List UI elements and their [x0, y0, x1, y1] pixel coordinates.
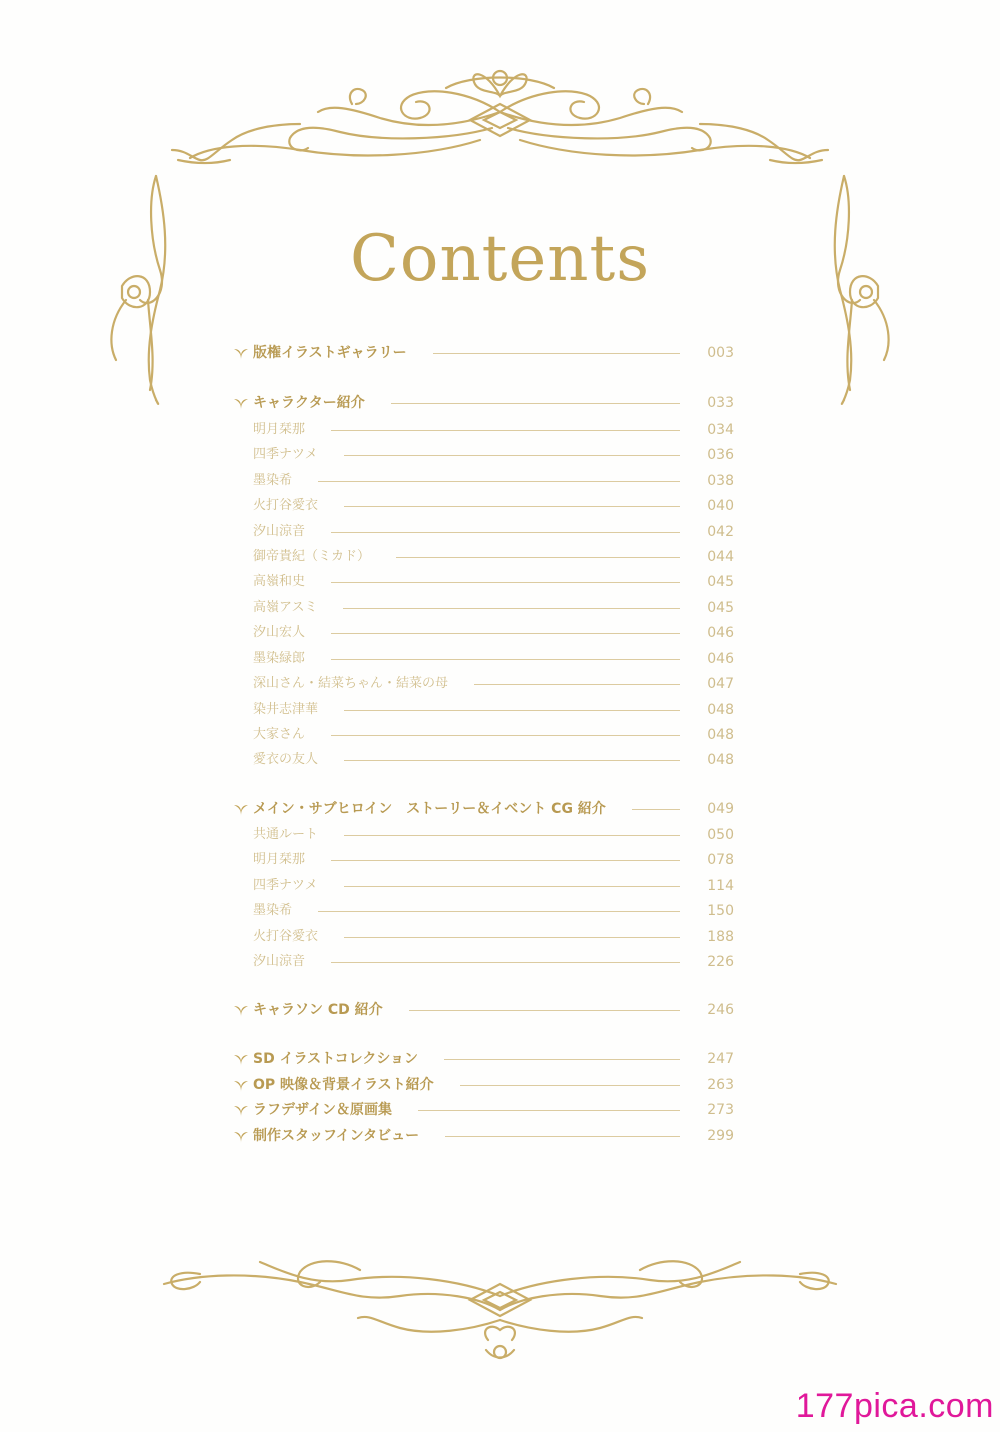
toc-page-number: 263	[707, 1077, 734, 1093]
leader-line	[331, 962, 680, 963]
leader-line	[331, 659, 680, 660]
toc-label: 御帝貴紀（ミカド）	[253, 549, 371, 564]
toc-label: 火打谷愛衣	[253, 929, 319, 944]
toc-label: 版権イラストギャラリー	[253, 345, 407, 361]
toc-item	[253, 952, 734, 972]
leader-line	[632, 809, 680, 810]
toc-label: 共通ルート	[253, 827, 319, 842]
leader-line	[418, 1110, 680, 1111]
toc-page-number: 033	[707, 395, 734, 411]
toc-page-number: 045	[707, 600, 734, 616]
toc-page-number: 034	[707, 422, 734, 438]
toc-page-number: 188	[707, 929, 734, 945]
toc-label: 汐山涼音	[253, 524, 306, 539]
toc-item	[253, 547, 734, 567]
toc-item	[253, 674, 734, 694]
toc-label: 高嶺アスミ	[253, 600, 318, 615]
toc-page-number: 299	[707, 1128, 734, 1144]
leaf-sprout-icon	[232, 1078, 250, 1092]
toc-page-number: 048	[707, 702, 734, 718]
toc-page-number: 226	[707, 954, 734, 970]
leader-line	[344, 506, 680, 507]
leader-line	[344, 710, 680, 711]
toc-label: 墨染希	[253, 903, 293, 918]
toc-label: 火打谷愛衣	[253, 498, 319, 513]
leader-line	[445, 1136, 680, 1137]
toc-item	[253, 522, 734, 542]
toc-item	[253, 750, 734, 770]
toc-label: キャラクター紹介	[253, 395, 365, 411]
leader-line	[331, 532, 680, 533]
toc-page-number: 046	[707, 651, 734, 667]
toc-section	[232, 799, 734, 819]
toc-label: 明月栞那	[253, 852, 306, 867]
toc-label: OP 映像＆背景イラスト紹介	[253, 1077, 434, 1093]
leaf-sprout-icon	[232, 346, 250, 360]
leader-line	[331, 582, 680, 583]
toc-page-number: 078	[707, 852, 734, 868]
toc-section	[232, 1075, 734, 1095]
toc-label: 愛衣の友人	[253, 752, 319, 767]
toc-label: 明月栞那	[253, 422, 306, 437]
toc-page-number: 038	[707, 473, 734, 489]
toc-item	[253, 496, 734, 516]
toc-label: 汐山宏人	[253, 625, 306, 640]
toc-section	[232, 393, 734, 413]
toc-label: 制作スタッフインタビュー	[253, 1128, 420, 1144]
toc-page-number: 048	[707, 727, 734, 743]
leader-line	[433, 353, 680, 354]
toc-label: SD イラストコレクション	[253, 1051, 419, 1067]
toc-page-number: 273	[707, 1102, 734, 1118]
leader-line	[409, 1010, 680, 1011]
leader-line	[444, 1059, 680, 1060]
leader-line	[460, 1085, 680, 1086]
toc-label: 大家さん	[253, 727, 306, 742]
leader-line	[344, 455, 680, 456]
toc-page-number: 048	[707, 752, 734, 768]
toc-page-number: 114	[707, 878, 734, 894]
toc-page-number: 042	[707, 524, 734, 540]
toc-item	[253, 445, 734, 465]
toc-section	[232, 1100, 734, 1120]
toc-item	[253, 471, 734, 491]
leaf-sprout-icon	[232, 1003, 250, 1017]
leaf-sprout-icon	[232, 1129, 250, 1143]
page-title: Contents	[349, 222, 651, 296]
toc-page-number: 246	[707, 1002, 734, 1018]
leader-line	[331, 860, 680, 861]
toc-page-number: 150	[707, 903, 734, 919]
toc-item	[253, 927, 734, 947]
leaf-sprout-icon	[232, 1052, 250, 1066]
toc-label: メイン・サブヒロイン ストーリー＆イベント CG 紹介	[253, 801, 606, 817]
toc-item	[253, 876, 734, 896]
toc-item	[253, 825, 734, 845]
toc-label: 墨染希	[253, 473, 293, 488]
toc-label: 四季ナツメ	[253, 447, 318, 462]
toc-label: 高嶺和史	[253, 574, 306, 589]
toc-item	[253, 649, 734, 669]
toc-section	[232, 343, 734, 363]
leader-line	[344, 937, 680, 938]
toc-label: 四季ナツメ	[253, 878, 318, 893]
toc-page-number: 049	[707, 801, 734, 817]
toc-label: 墨染緑郎	[253, 651, 306, 666]
leader-line	[343, 608, 680, 609]
toc-section	[232, 1126, 734, 1146]
leader-line	[331, 735, 680, 736]
toc-page-number: 047	[707, 676, 734, 692]
toc-page-number: 045	[707, 574, 734, 590]
toc-item	[253, 901, 734, 921]
toc-label: 深山さん・結菜ちゃん・結菜の母	[253, 676, 449, 691]
toc-section	[232, 1000, 734, 1020]
toc-page-number: 050	[707, 827, 734, 843]
toc-page-number: 003	[707, 345, 734, 361]
watermark: 177pica.com	[795, 1387, 994, 1425]
leaf-sprout-icon	[232, 1103, 250, 1117]
leader-line	[391, 403, 680, 404]
toc-page-number: 247	[707, 1051, 734, 1067]
leader-line	[331, 430, 680, 431]
toc-item	[253, 598, 734, 618]
leader-line	[344, 835, 680, 836]
leader-line	[474, 684, 680, 685]
toc-item	[253, 700, 734, 720]
toc-label: 染井志津華	[253, 702, 319, 717]
toc-item	[253, 725, 734, 745]
leader-line	[344, 760, 680, 761]
toc-label: 汐山涼音	[253, 954, 306, 969]
toc-item	[253, 420, 734, 440]
toc-item	[253, 572, 734, 592]
toc-label: ラフデザイン＆原画集	[253, 1102, 393, 1118]
toc-label: キャラソン CD 紹介	[253, 1002, 383, 1018]
leaf-sprout-icon	[232, 396, 250, 410]
toc-section	[232, 1049, 734, 1069]
toc-page-number: 036	[707, 447, 734, 463]
leader-line	[396, 557, 680, 558]
leader-line	[331, 633, 680, 634]
leader-line	[318, 481, 680, 482]
leaf-sprout-icon	[232, 802, 250, 816]
toc-page-number: 044	[707, 549, 734, 565]
leader-line	[344, 886, 680, 887]
toc-page-number: 040	[707, 498, 734, 514]
toc-page-number: 046	[707, 625, 734, 641]
leader-line	[318, 911, 680, 912]
toc-item	[253, 623, 734, 643]
toc-item	[253, 850, 734, 870]
